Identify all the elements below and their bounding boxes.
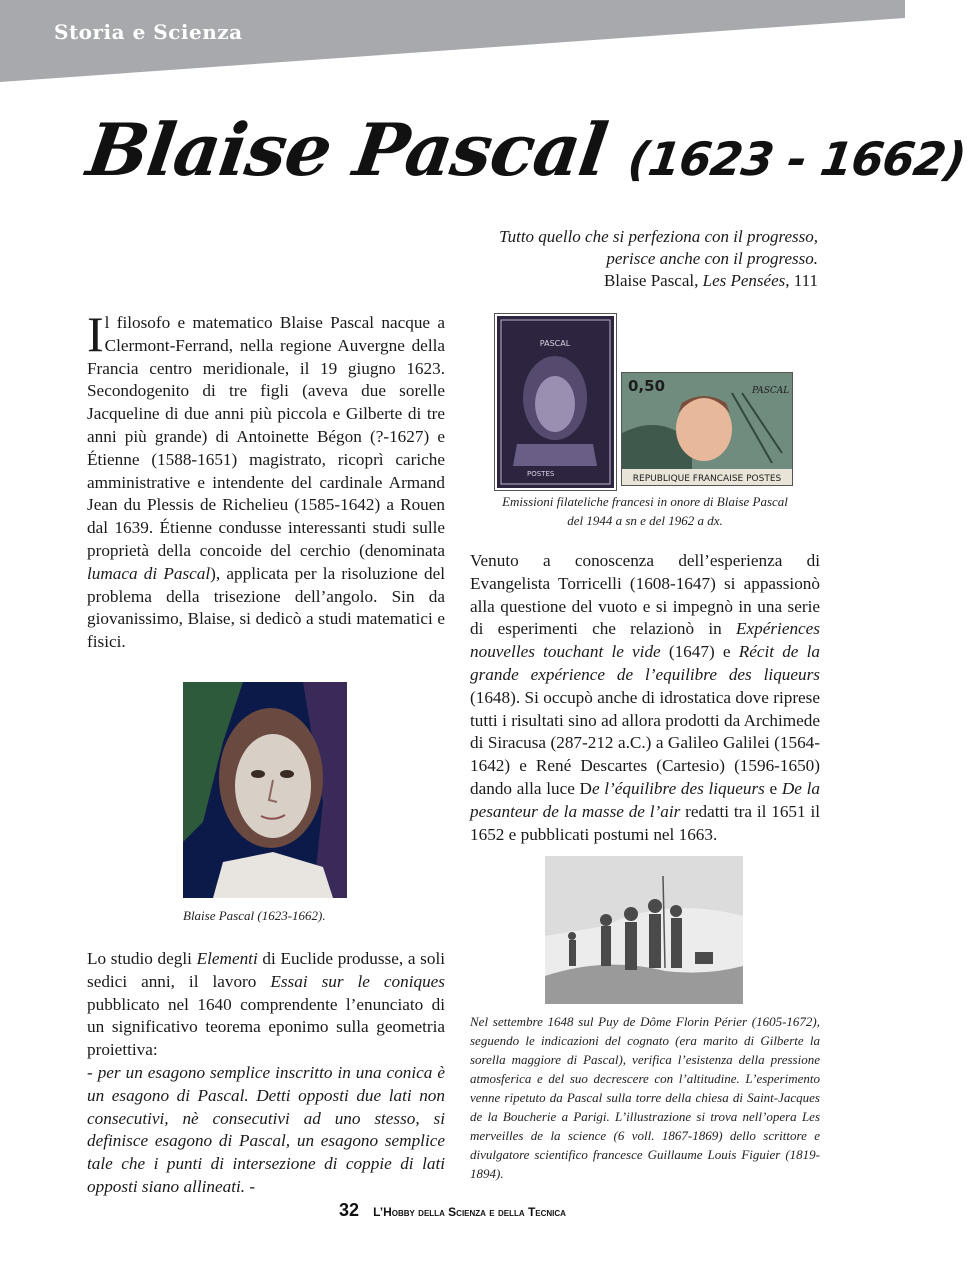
stamp-1944-drawing (497, 316, 614, 488)
stamps-caption-line-2: del 1944 a sn e del 1962 a dx. (567, 513, 723, 528)
paragraph-coniques (87, 948, 445, 1199)
epigraph-work: Les Pensées (702, 271, 786, 290)
vacuum-italic-2: Récit de la grande expérience de l’equilibre des liqueurs (470, 642, 820, 684)
engraving-drawing (545, 856, 743, 1004)
paragraph-intro (87, 306, 445, 654)
coniques-text-a: Lo studio degli (87, 949, 197, 968)
stamp-1962-name: PASCAL (752, 386, 790, 396)
section-label: Storia e Scienza (54, 20, 243, 44)
epigraph-author: Blaise Pascal, (603, 271, 703, 290)
stamp-1944-postes: POSTES (527, 470, 555, 478)
coniques-italic-1: Elementi (196, 949, 258, 968)
portrait-image (183, 682, 347, 898)
stamp-1944-name: PASCAL (539, 339, 571, 348)
article-title (81, 100, 969, 200)
drop-cap: I (87, 306, 104, 362)
epigraph-line-1: Tutto quello che si perfeziona con il progresso, (499, 227, 818, 246)
intro-text-b: ), applicata per la risoluzione del problema della trisezione dell’angolo. Sin da giovanissimo, Blaise, si dedicò a studi matematici e fisici. (87, 563, 445, 652)
intro-italic: lumaca di Pascal (87, 563, 211, 583)
page-number: 32 (339, 1200, 360, 1220)
stamps-caption (470, 492, 820, 530)
epigraph-attribution (418, 270, 818, 292)
epigraph-ref: , 111 (785, 271, 818, 290)
title-name: Blaise Pascal (82, 107, 612, 192)
stamp-1962-drawing (622, 373, 792, 485)
portrait-caption: Blaise Pascal (1623-1662). (183, 908, 326, 923)
theorem-quote: - per un esagono semplice inscritto in una conica è un esagono di Pascal. Detti opposti due lati non consecutivi, nè consecutivi ad uno stesso, si definisce esagono di Pascal, un esagono semplice tale che i punti di intersezione di coppie di lati opposti siano allineati. - (87, 1062, 445, 1196)
vacuum-text-c: (1648). Si occupò anche di idrostatica dove riprese tutti i risultati sino ad allora prodotti da Archimede di Siracusa (287-212 a.C.) a Galileo Galilei (1564-1642) e René Descartes (Cartesio) (1596-1650) dando alla luce D (470, 687, 820, 798)
stamp-1944 (495, 314, 616, 490)
engraving-image (545, 856, 743, 1004)
coniques-italic-2: Essai sur le coniques (270, 971, 445, 991)
vacuum-italic-1: Expériences nouvelles touchant le vide (470, 619, 820, 662)
vacuum-text-a: Venuto a conoscenza dell’esperienza di Evangelista Torricelli (1608-1647) si appassionò alla questione del vuoto e si impegnò in una serie di esperimenti che relazionò in (470, 551, 820, 639)
vacuum-italic-4: De la pesanteur de la masse de l’air (470, 778, 820, 821)
paragraph-vacuum (470, 550, 820, 846)
epigraph (418, 226, 818, 292)
coniques-text-b: di Euclide produsse, a soli sedici anni, il lavoro (87, 949, 445, 991)
stamps-caption-line-1: Emissioni filateliche francesi in onore di Blaise Pascal (502, 494, 788, 509)
title-dates: (1623 - 1662) (624, 132, 969, 186)
vacuum-text-b: (1647) e (660, 642, 739, 662)
stamp-1962-country: REPUBLIQUE FRANCAISE POSTES (632, 474, 782, 484)
portrait-drawing (183, 682, 347, 898)
page-footer (0, 1200, 905, 1221)
coniques-text-c: pubblicato nel 1640 comprendente l’enunciato di un significativo teorema eponimo sulla geometria proiettiva: (87, 994, 445, 1060)
engraving-caption: Nel settembre 1648 sul Puy de Dôme Florin Périer (1605-1672), seguendo le indicazioni del cognato (era marito di Gilberte la sorella maggiore di Pascal), verifica l’esistenza della pressione atmosferica e del suo decrescere con l’altitudine. L’esperimento venne ripetuto da Pascal sulla torre della chiesa di Saint-Jacques de la Boucherie a Parigi. L’illustrazione si trova nell’opera Les merveilles de la science (6 voll. 1867-1869) dello scrittore e divulgatore scientifico francesce Guillaume Louis Figuier (1819-1894). (470, 1014, 820, 1181)
stamp-1962 (622, 373, 792, 485)
vacuum-text-d: e (764, 778, 782, 798)
vacuum-italic-3: e l’équilibre des liqueurs (591, 778, 765, 798)
magazine-name: L’Hobby della Scienza e della Tecnica (373, 1205, 566, 1219)
stamp-1962-value: 0,50 (628, 377, 666, 395)
intro-text-a: l filosofo e matematico Blaise Pascal nacque a Clermont-Ferrand, nella regione Auvergne della Francia centro meridionale, il 19 giugno 1623. Secondogenito di tre figli (aveva due sorelle Jacqueline di due anni più piccola e Gilberte di tre anni più grande) di Antoinette Bégon (?-1627) e Étienne (1588-1651) magistrato, ricoprì cariche amministrative e intendente del cardinale Armand Jean du Plessis de Richelieu (1585-1642) a Rouen dal 1639. Étienne condusse interessanti studi sulle proprietà della concoide del cerchio (denominata (87, 313, 445, 560)
vacuum-text-e: redatti tra il 1651 il 1652 e pubblicati postumi nel 1663. (470, 801, 820, 844)
epigraph-line-2: perisce anche con il progresso. (606, 249, 818, 268)
